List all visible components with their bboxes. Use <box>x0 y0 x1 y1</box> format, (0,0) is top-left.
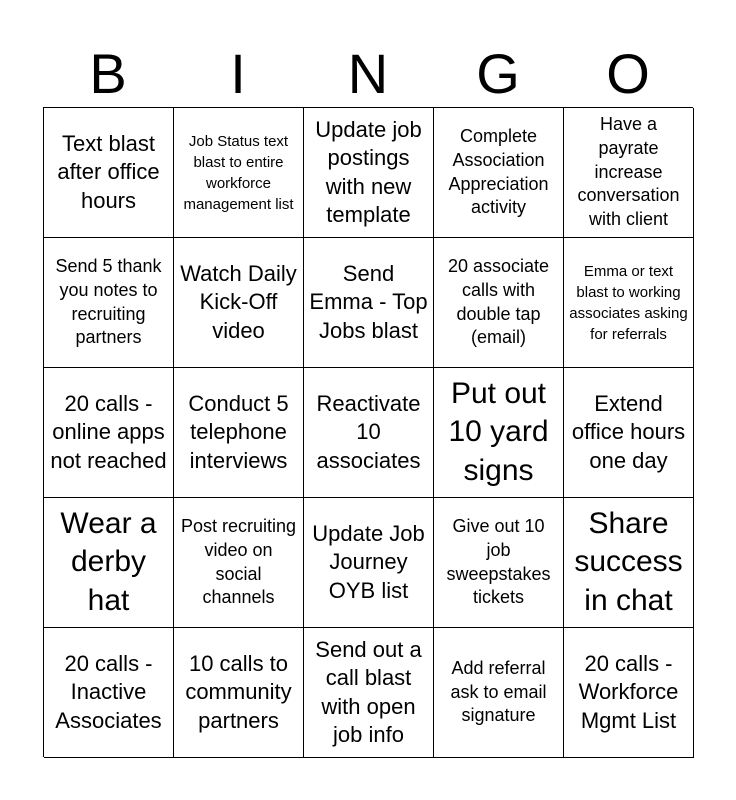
bingo-cell[interactable]: 20 calls - online apps not reached <box>44 368 174 498</box>
bingo-cell[interactable]: Have a payrate increase conversation with client <box>564 108 694 238</box>
bingo-cell[interactable]: Share success in chat <box>564 498 694 628</box>
bingo-cell[interactable]: 20 associate calls with double tap (email) <box>434 238 564 368</box>
bingo-cell[interactable]: Update job postings with new template <box>304 108 434 238</box>
bingo-cell[interactable]: Extend office hours one day <box>564 368 694 498</box>
bingo-cell[interactable]: Watch Daily Kick-Off video <box>174 238 304 368</box>
bingo-cell[interactable]: Send Emma - Top Jobs blast <box>304 238 434 368</box>
bingo-cell[interactable]: Add referral ask to email signature <box>434 628 564 758</box>
bingo-cell[interactable]: Send out a call blast with open job info <box>304 628 434 758</box>
bingo-cell[interactable]: Conduct 5 telephone interviews <box>174 368 304 498</box>
header-letter-i: I <box>230 42 246 105</box>
bingo-cell[interactable]: Emma or text blast to working associates asking for referrals <box>564 238 694 368</box>
bingo-cell[interactable]: Post recruiting video on social channels <box>174 498 304 628</box>
bingo-cell[interactable]: Put out 10 yard signs <box>434 368 564 498</box>
bingo-cell[interactable]: Job Status text blast to entire workforce management list <box>174 108 304 238</box>
bingo-cell[interactable]: Wear a derby hat <box>44 498 174 628</box>
bingo-cell[interactable]: 20 calls - Workforce Mgmt List <box>564 628 694 758</box>
bingo-cell[interactable]: Update Job Journey OYB list <box>304 498 434 628</box>
bingo-cell[interactable]: Complete Association Appreciation activity <box>434 108 564 238</box>
header-letter-g: G <box>476 42 520 105</box>
bingo-cell[interactable]: Give out 10 job sweepstakes tickets <box>434 498 564 628</box>
bingo-cell[interactable]: 20 calls - Inactive Associates <box>44 628 174 758</box>
header-letter-n: N <box>347 42 389 105</box>
bingo-cell[interactable]: Text blast after office hours <box>44 108 174 238</box>
header-letter-o: O <box>606 42 650 105</box>
header-letter-b: B <box>89 42 127 105</box>
bingo-header <box>43 40 693 108</box>
bingo-cell[interactable]: Send 5 thank you notes to recruiting partners <box>44 238 174 368</box>
bingo-cell[interactable]: 10 calls to community partners <box>174 628 304 758</box>
bingo-board <box>43 107 693 757</box>
bingo-cell[interactable]: Reactivate 10 associates <box>304 368 434 498</box>
